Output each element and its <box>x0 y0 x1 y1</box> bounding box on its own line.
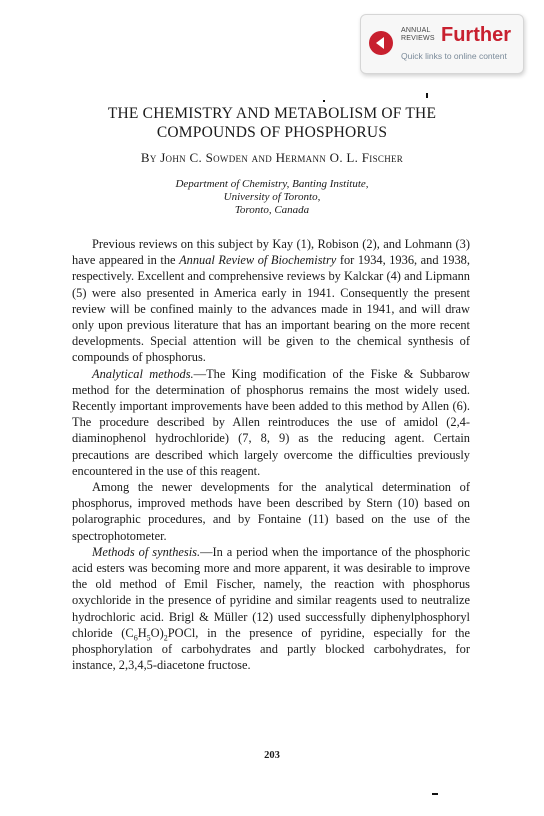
title-line-2: COMPOUNDS OF PHOSPHORUS <box>156 124 388 141</box>
page-number: 203 <box>264 750 280 761</box>
paragraph-newer-developments: Among the newer developments for the analytical determination of phosphorus, improved methods have been described by Stern (10) based on polarographic procedures, and by Fontaine (11) based on the use of the spectrophotometer. <box>72 480 470 543</box>
paragraph-analytical-methods: Analytical methods.—The King modification of the Fiske & Subbarow method for the determination of phosphorus remains the most widely used. Recently important improvements have been added to this method by Allen (6). The procedure described by Allen reintroduces the use of amidol (2,4-diaminophenol hydrochloride) (7, 8, 9) as the reducing agent. Certain precautions are described which largely overcome the difficulties previously encountered in the use of this reagent. <box>72 366 470 478</box>
journal-title: Annual Review of Biochemistry <box>179 253 337 268</box>
article-title <box>0 104 544 142</box>
further-subtitle: Quick links to online content <box>401 51 507 61</box>
print-speck <box>323 100 325 102</box>
paragraph-methods-of-synthesis: Methods of synthesis.—In a period when the importance of the phosphoric acid esters was becoming more and more apparent, it was desirable to improve the old method of Emil Fischer, namely, the reaction with phosphorus oxychloride in the presence of pyridine and similar reagents used to neutralize hydrochloric acid. Brigl & Müller (12) used successfully diphenylphosphoryl chloride $(C_6H_5O)_2POCl$, in the presence of pyridine, especially for the phosphorylation of carbohydrates and partly blocked carbohydrates, for instance, 2,3,4,5-diacetone fructose. <box>72 544 470 673</box>
print-speck <box>432 793 438 795</box>
paragraph-intro: Previous reviews on this subject by Kay (1), Robison (2), and Lohmann (3) have appeared in the Annual Review of Biochemistry for 1934, 1936, and 1938, respectively. Excellent and comprehensive reviews by Kalckar (4) and Lipmann (5) were also presented in America early in 1941. Consequently the present review will be confined mainly to the advances made in 1941, and will draw only upon previous literature that has an important bearing on the more recent developments. Special attention will be given to the chemical synthesis of compounds of phosphorus. <box>72 237 470 365</box>
print-speck <box>426 93 428 98</box>
further-label: Further <box>441 24 511 46</box>
further-banner[interactable] <box>360 14 524 74</box>
section-heading: Methods of synthesis. <box>92 544 201 559</box>
section-heading: Analytical methods. <box>92 366 194 381</box>
affiliation-line-1: Department of Chemistry, Banting Institute, <box>175 178 369 190</box>
affiliation-line-3: Toronto, Canada <box>234 204 310 216</box>
title-line-1: THE CHEMISTRY AND METABOLISM OF THE <box>107 105 437 122</box>
affiliation-line-2: University of Toronto, <box>223 191 321 203</box>
play-arrow-icon <box>369 31 393 55</box>
affiliation <box>0 178 544 217</box>
annual-reviews-logo: ANNUAL REVIEWS <box>401 27 435 42</box>
author-line: By John C. Sowden and Hermann O. L. Fischer <box>140 150 404 165</box>
article-body <box>72 236 470 673</box>
